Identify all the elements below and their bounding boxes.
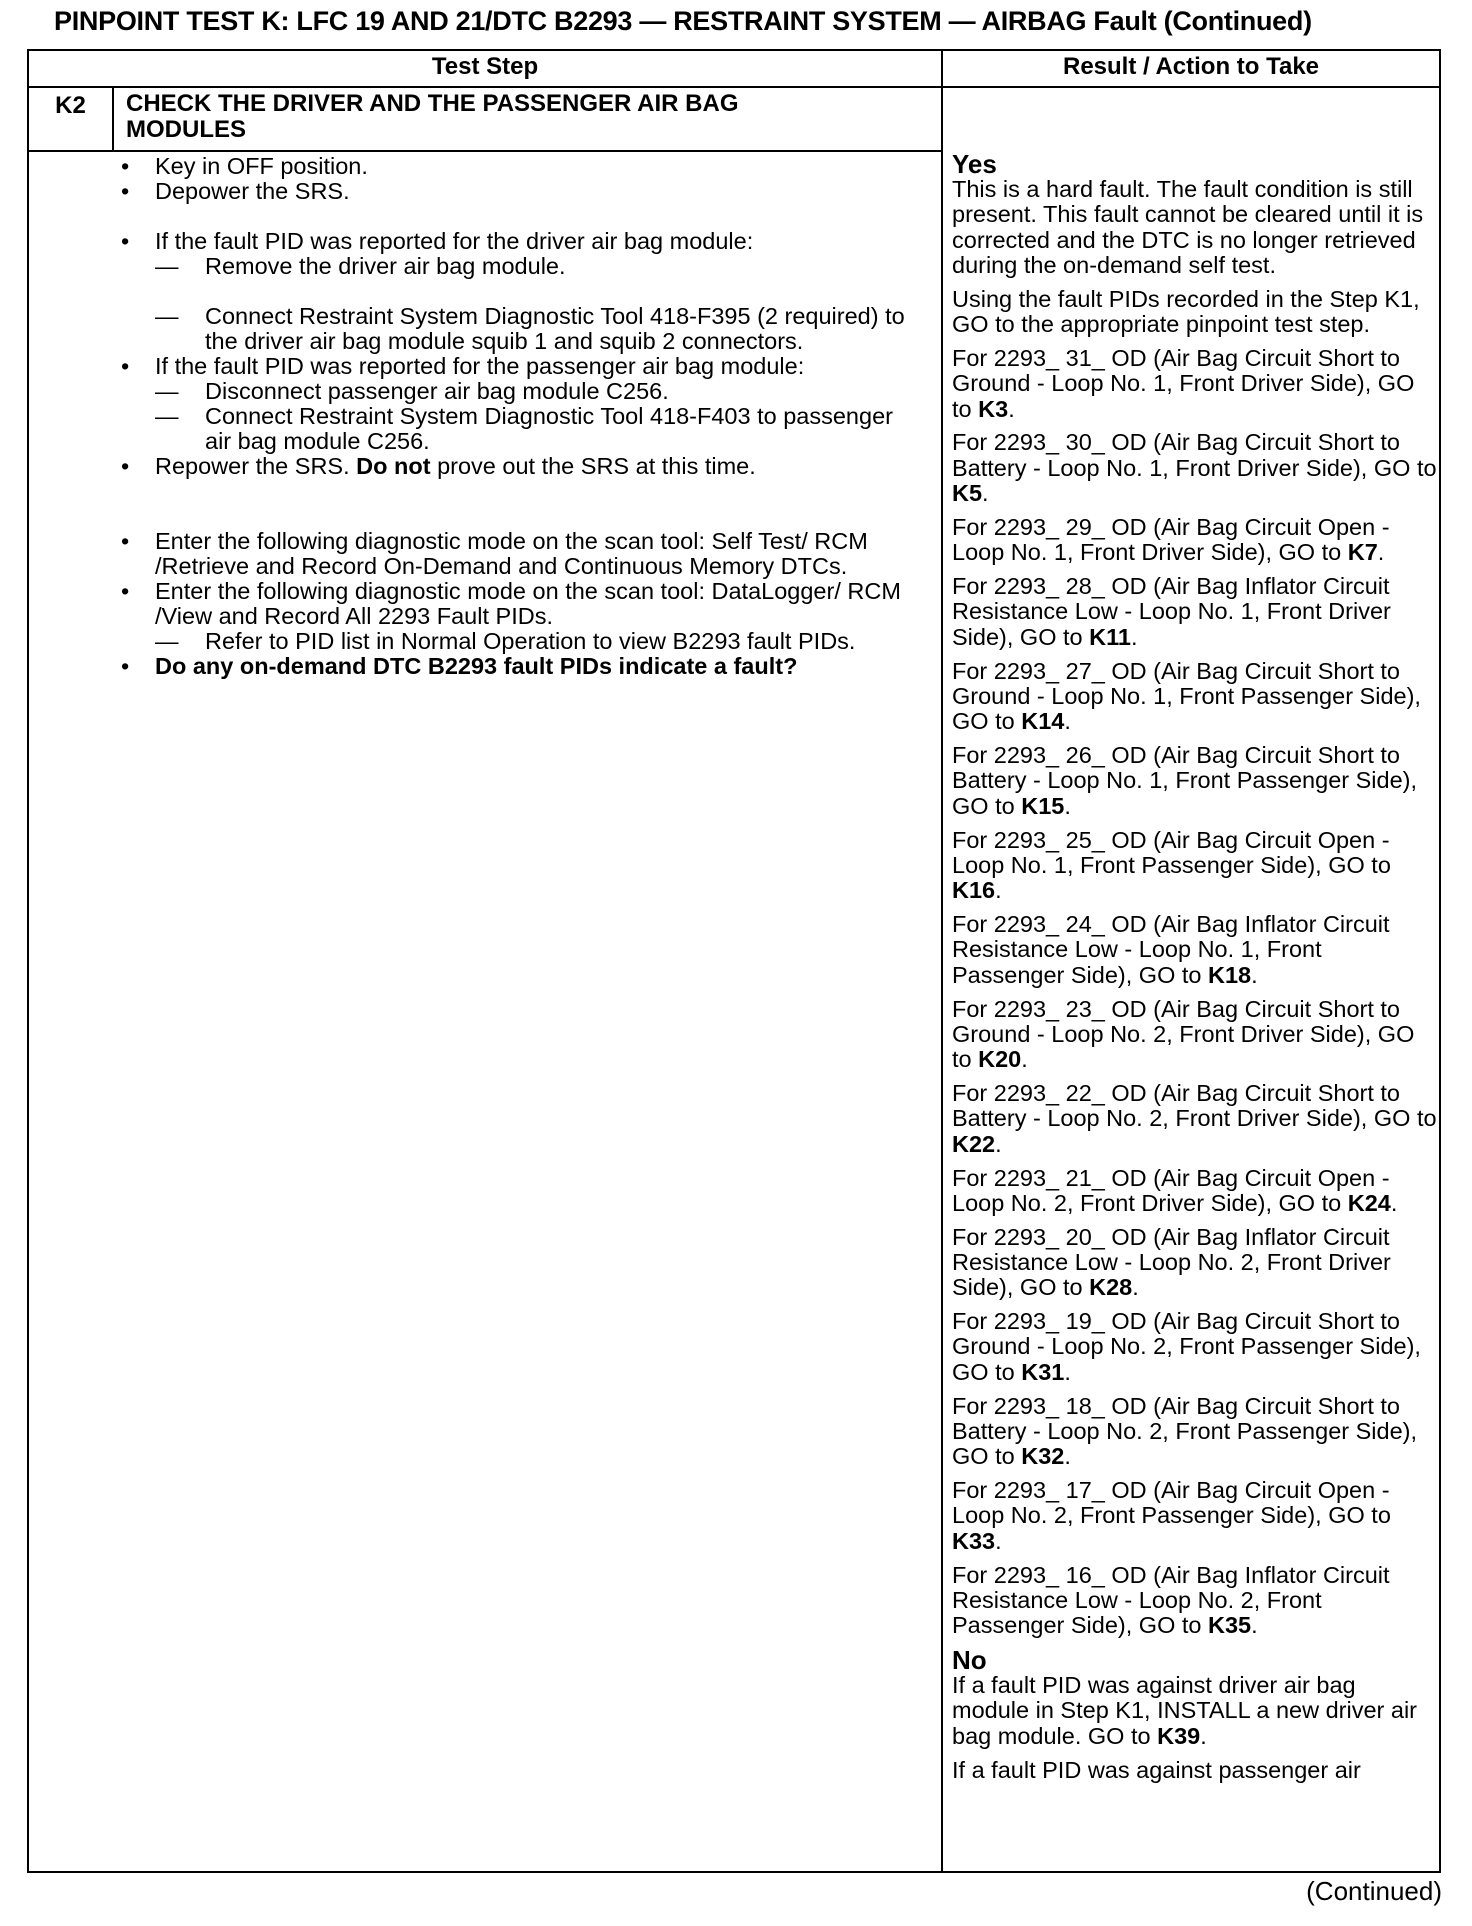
last-text: If a fault PID was against passenger air	[952, 1756, 1361, 1783]
result-item: For 2293_ 18_ OD (Air Bag Circuit Short to Battery - Loop No. 2, Front Passenger Side), GO to K32.	[952, 1392, 1418, 1470]
test-step-content	[117, 154, 917, 679]
using-text: Using the fault PIDs recorded in the Step K1, GO to the appropriate pinpoint test step.	[952, 285, 1420, 338]
result-item: For 2293_ 31_ OD (Air Bag Circuit Short to Ground - Loop No. 1, Front Driver Side), GO to K3.	[952, 344, 1415, 422]
result-item: For 2293_ 22_ OD (Air Bag Circuit Short to Battery - Loop No. 2, Front Driver Side), GO to K22.	[952, 1080, 1437, 1157]
result-item: For 2293_ 28_ OD (Air Bag Inflator Circuit Resistance Low - Loop No. 1, Front Driver Side), GO to K11.	[952, 573, 1391, 650]
list-item: • Enter the following diagnostic mode on the scan tool: Self Test/ RCM /Retrieve and Record On-Demand and Continuous Memory DTCs.	[121, 528, 868, 579]
result-item: For 2293_ 24_ OD (Air Bag Inflator Circuit Resistance Low - Loop No. 1, Front Passenger Side), GO to K18.	[952, 911, 1390, 988]
sub-item: — Connect Restraint System Diagnostic Tool 418-F395 (2 required) to the driver air bag module squib 1 and squib 2 connectors.	[155, 303, 905, 354]
no-heading: No	[952, 1645, 987, 1676]
step-title-divider	[29, 150, 941, 152]
result-header: Result / Action to Take	[1062, 53, 1320, 80]
result-item: For 2293_ 25_ OD (Air Bag Circuit Open - Loop No. 1, Front Passenger Side), GO to K16.	[952, 826, 1391, 904]
list-item: • Key in OFF position.	[121, 153, 368, 179]
test-step-header: Test Step	[431, 53, 539, 80]
result-item: For 2293_ 16_ OD (Air Bag Inflator Circuit Resistance Low - Loop No. 2, Front Passenger Side), GO to K35.	[952, 1561, 1390, 1639]
step-id: K2	[29, 88, 114, 150]
sub-item: — Disconnect passenger air bag module C256.	[155, 378, 669, 404]
sub-item: — Remove the driver air bag module.	[155, 253, 566, 279]
list-item: • Do any on-demand DTC B2293 fault PIDs indicate a fault?	[121, 653, 798, 679]
result-content	[952, 151, 1437, 1792]
result-item: For 2293_ 20_ OD (Air Bag Inflator Circuit Resistance Low - Loop No. 2, Front Driver Side), GO to K28.	[952, 1223, 1391, 1301]
column-divider	[941, 51, 943, 1871]
result-item: For 2293_ 17_ OD (Air Bag Circuit Open - Loop No. 2, Front Passenger Side), GO to K33.	[952, 1477, 1391, 1554]
result-item: For 2293_ 19_ OD (Air Bag Circuit Short to Ground - Loop No. 2, Front Passenger Side), GO to K31.	[952, 1308, 1421, 1385]
page-title: PINPOINT TEST K: LFC 19 AND 21/DTC B2293 — RESTRAINT SYSTEM — AIRBAG Fault (Continued)	[54, 6, 1312, 36]
result-item: For 2293_ 23_ OD (Air Bag Circuit Short to Ground - Loop No. 2, Front Driver Side), GO to K20.	[952, 995, 1415, 1073]
continued-label: (Continued)	[1306, 1876, 1442, 1906]
step-title: CHECK THE DRIVER AND THE PASSENGER AIR BAG MODULES	[126, 90, 739, 143]
result-item: For 2293_ 27_ OD (Air Bag Circuit Short to Ground - Loop No. 1, Front Passenger Side), GO to K14.	[952, 657, 1421, 735]
result-item: For 2293_ 26_ OD (Air Bag Circuit Short to Battery - Loop No. 1, Front Passenger Side), GO to K15.	[952, 742, 1418, 819]
header-divider	[29, 86, 1439, 88]
result-item: For 2293_ 21_ OD (Air Bag Circuit Open - Loop No. 2, Front Driver Side), GO to K24.	[952, 1164, 1398, 1216]
list-item: • If the fault PID was reported for the driver air bag module:	[121, 228, 754, 254]
yes-text: This is a hard fault. The fault condition is still present. This fault cannot be cleared until it is corrected and the DTC is no longer retrieved during the on-demand self test.	[952, 176, 1424, 278]
list-item: • Depower the SRS.	[121, 178, 350, 204]
yes-heading: Yes	[952, 149, 997, 179]
result-item: For 2293_ 29_ OD (Air Bag Circuit Open - Loop No. 1, Front Driver Side), GO to K7.	[952, 513, 1390, 566]
pinpoint-test-table	[27, 49, 1441, 1873]
list-item: • If the fault PID was reported for the passenger air bag module:	[121, 353, 805, 379]
sub-item: — Refer to PID list in Normal Operation to view B2293 fault PIDs.	[155, 628, 856, 654]
no-text: If a fault PID was against driver air bag module in Step K1, INSTALL a new driver air bag module. GO to K39.	[952, 1672, 1417, 1749]
list-item: • Repower the SRS. Do not prove out the SRS at this time.	[121, 453, 756, 479]
sub-item: — Connect Restraint System Diagnostic Tool 418-F403 to passenger air bag module C256.	[155, 403, 893, 454]
list-item: • Enter the following diagnostic mode on the scan tool: DataLogger/ RCM /View and Record All 2293 Fault PIDs.	[121, 578, 901, 629]
result-item: For 2293_ 30_ OD (Air Bag Circuit Short to Battery - Loop No. 1, Front Driver Side), GO to K5.	[952, 429, 1437, 507]
